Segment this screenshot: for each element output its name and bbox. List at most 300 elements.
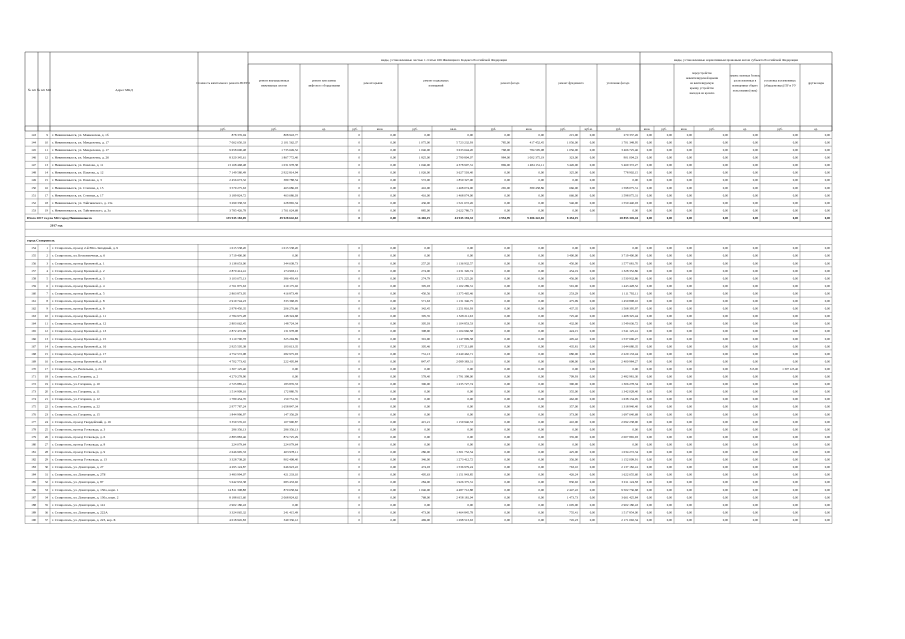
row-total: 4 295 124,87 <box>229 465 246 470</box>
row-roof: 1 159 946,33 <box>456 419 473 424</box>
row-number: 175 <box>31 404 36 409</box>
row-address: г. Ставрополь, проезд Броневой, д. 3 <box>52 276 105 281</box>
header-unit: руб. <box>777 126 783 131</box>
row-facade-area: 410,00 <box>569 419 578 424</box>
row-insul-area: 0,00 <box>646 163 652 168</box>
row-roofre-area: 0,00 <box>686 374 692 379</box>
row-insul-area: 0,00 <box>646 404 652 409</box>
row-windows-area: 0,00 <box>752 359 758 364</box>
row-roofre: 0,00 <box>722 306 728 311</box>
row-roof-area: 257,20 <box>421 261 430 266</box>
row-lift: 0,00 <box>390 404 396 409</box>
row-windows-area: 0,00 <box>752 382 758 387</box>
row-systems: 463 686,03 <box>283 193 298 198</box>
row-basement: 0,00 <box>538 246 544 251</box>
row-number-mo: 37 <box>44 517 48 522</box>
row-foundation-area: 0,00 <box>589 442 595 447</box>
row-lift-units: 0 <box>358 480 360 485</box>
row-windows: 0,00 <box>792 517 798 522</box>
row-windows: 0,00 <box>792 382 798 387</box>
row-basement-area: 0,00 <box>504 314 510 319</box>
row-lift: 0,00 <box>390 472 396 477</box>
row-roof-area: 0,00 <box>424 434 430 439</box>
row-windows: 0,00 <box>792 208 798 213</box>
row-roof-area: 474,03 <box>421 465 430 470</box>
row-lift-units: 0 <box>358 155 360 160</box>
row-windows-area: 0,00 <box>752 510 758 515</box>
row-windows: 0,00 <box>792 299 798 303</box>
header-unit: ед. <box>322 126 326 131</box>
row-systems: 224 079,64 <box>283 442 298 447</box>
row-lift-units: 0 <box>358 434 360 439</box>
row-facade-area: 253,29 <box>569 291 578 296</box>
row-total: 14 811 308,88 <box>227 487 246 492</box>
row-foundation-area: 0,00 <box>589 382 595 387</box>
row-lift-units: 0 <box>358 148 360 152</box>
row-roof: 1 151 943,85 <box>456 472 473 477</box>
row-roof-area: 0,00 <box>424 412 430 417</box>
row-address: г. Ставрополь, проезд Готвальда, д. 3 <box>52 427 106 432</box>
row-number-mo: 17 <box>44 366 48 371</box>
row-roof: 0,00 <box>467 434 473 439</box>
row-number: 183 <box>31 465 36 470</box>
row-total: 1 844 996,97 <box>229 412 246 417</box>
row-foundation-area: 0,00 <box>589 351 595 356</box>
row-windows-area: 0,00 <box>752 208 758 213</box>
row-facade: 1 152 009,91 <box>621 457 638 462</box>
row-address: г. Ставрополь, проезд Броневой, д. 16 <box>52 344 107 349</box>
row-basement: 0,00 <box>538 442 544 447</box>
row-basement-area: 0,00 <box>504 374 510 379</box>
row-basement: 1 484 151,11 <box>527 163 544 168</box>
row-address: г. Ставрополь, проезд Броневой, д. 18 <box>52 359 107 364</box>
row-number-mo: 2 <box>46 253 48 258</box>
row-number-mo: 33 <box>44 487 48 492</box>
row-total: 1 307 125,40 <box>229 366 246 371</box>
row-foundation-area: 0,00 <box>589 163 595 168</box>
row-number: 161 <box>31 299 36 303</box>
row-roof-area: 1 075,00 <box>418 140 430 145</box>
row-address: г. Ставрополь, проезд Гвардейский, д. 16 <box>52 419 111 424</box>
row-windows-area: 0,00 <box>752 419 758 424</box>
row-systems: 870 658,64 <box>283 487 298 492</box>
header-sub-label: невентилируемой крыши <box>685 76 719 80</box>
row-basement: 0,00 <box>538 465 544 470</box>
row-number: 147 <box>31 163 36 168</box>
row-number-mo: 12 <box>44 329 48 334</box>
row-total: 878 376,04 <box>231 132 246 137</box>
row-facade-area: 2 447,22 <box>566 487 578 492</box>
row-foundation-area: 0,00 <box>589 185 595 190</box>
row-address: г. Ставрополь, ул. Бескопнечная, д. 6 <box>52 253 105 258</box>
row-basement: 0,00 <box>538 374 544 379</box>
row-lift: 0,00 <box>390 261 396 266</box>
row-lift: 0,00 <box>390 374 396 379</box>
row-roofre-area: 0,00 <box>686 502 692 507</box>
row-basement: 0,00 <box>538 329 544 334</box>
row-lift-units: 0 <box>358 336 360 341</box>
row-lift-units: 0 <box>358 419 360 424</box>
row-roof: 1 298 513,63 <box>456 517 473 522</box>
row-insul: 0,00 <box>666 321 672 326</box>
row-number: 173 <box>31 389 36 394</box>
row-roofre-area: 0,00 <box>686 178 692 183</box>
row-address: г. Ставрополь, ул. Доваторцев, д. 141 <box>52 502 106 507</box>
header-sub-label: ремонт внутридомовых <box>258 78 290 83</box>
row-lift-units: 0 <box>358 268 360 273</box>
row-number: 153 <box>31 208 36 213</box>
row-lift-units: 0 <box>358 351 360 356</box>
row-windows: 0,00 <box>792 495 798 500</box>
row-basement-area: 0,00 <box>504 261 510 266</box>
row-roof: 0,00 <box>467 366 473 371</box>
row-insul-area: 0,00 <box>646 314 652 319</box>
row-insul: 0,00 <box>666 495 672 500</box>
row-roofre: 0,00 <box>722 163 728 168</box>
row-facade: 1 644 680,35 <box>621 344 638 349</box>
row-basement-area: 0,00 <box>504 389 510 394</box>
row-systems: 0,00 <box>292 374 298 379</box>
row-lift-units: 0 <box>358 132 360 137</box>
row-systems: 228 865,34 <box>283 200 298 205</box>
row-roof-area: 571,63 <box>421 299 430 303</box>
row-insul: 0,00 <box>666 487 672 492</box>
row-foundation-area: 0,00 <box>589 291 595 296</box>
row-facade: 0,00 <box>632 366 638 371</box>
row-other: 0,00 <box>824 457 830 462</box>
row-number-mo: 19 <box>44 382 48 387</box>
row-facade-area: 1 056,00 <box>566 148 578 152</box>
header-unit: куб.м. <box>584 126 593 131</box>
row-systems: 389 788,54 <box>283 178 298 183</box>
row-foundation-area: 0,00 <box>589 510 595 515</box>
row-basement-area: 0,00 <box>504 344 510 349</box>
header-sub-label: утепление фасада <box>606 81 630 85</box>
row-windows-area: 0,00 <box>752 321 758 326</box>
row-windows: 0,00 <box>792 344 798 349</box>
row-foundation-area: 0,00 <box>589 170 595 175</box>
row-facade: 1 342 028,40 <box>621 389 638 394</box>
row-address: г. Невинномысск, ул. Тайгиевского, д. 3а <box>52 208 111 213</box>
row-basement-area: 0,00 <box>504 397 510 402</box>
header-unit: руб. <box>412 126 418 131</box>
row-roofre: 0,00 <box>722 502 728 507</box>
row-insul-area: 0,00 <box>646 480 652 485</box>
row-total: 2 870 414,41 <box>229 268 246 273</box>
header-unit: кв.м. <box>643 126 651 131</box>
row-total: 9 658 600,48 <box>229 148 246 152</box>
row-roofre-area: 0,00 <box>686 487 692 492</box>
row-roofre-area: 0,00 <box>686 185 692 190</box>
row-total: 286 356,13 <box>231 427 246 432</box>
row-number: 144 <box>31 140 36 145</box>
row-basement-area: 0,00 <box>504 193 510 198</box>
row-basement: 0,00 <box>538 336 544 341</box>
row-number-mo: 11 <box>44 148 48 152</box>
row-lift: 0,00 <box>390 412 396 417</box>
row-roofre-area: 0,00 <box>686 261 692 266</box>
row-windows: 0,00 <box>792 397 798 402</box>
row-facade-area: 454,19 <box>569 268 578 273</box>
row-foundation-area: 0,00 <box>589 299 595 303</box>
row-number: 156 <box>31 261 36 266</box>
row-total: 2 978 450,35 <box>229 306 246 311</box>
row-systems: 222 405,84 <box>283 359 298 364</box>
row-systems: 416 873,49 <box>283 291 298 296</box>
row-insul: 0,00 <box>666 419 672 424</box>
row-insul-area: 0,00 <box>646 389 652 394</box>
row-roofre: 0,00 <box>722 465 728 470</box>
row-windows-area: 0,00 <box>752 155 758 160</box>
row-insul-area: 0,00 <box>646 268 652 273</box>
row-total: 2 872 472,99 <box>229 329 246 334</box>
row-other: 0,00 <box>824 283 830 288</box>
row-windows-area: 0,00 <box>752 517 758 522</box>
row-insul: 0,00 <box>666 457 672 462</box>
row-lift: 0,00 <box>390 193 396 198</box>
row-basement: 1 002 375,19 <box>527 155 544 160</box>
row-insul: 0,00 <box>666 510 672 515</box>
row-foundation-area: 0,00 <box>589 140 595 145</box>
row-address: г. Ставрополь, ул. Гагарина, д. 12 <box>52 397 100 402</box>
row-total: 224 079,64 <box>231 442 246 447</box>
row-roof-area: 450,56 <box>421 291 430 296</box>
row-facade: 901 004,23 <box>623 155 638 160</box>
row-facade-area: 0,00 <box>572 246 578 251</box>
row-basement: 0,00 <box>538 404 544 409</box>
row-number: 172 <box>31 382 36 387</box>
row-number: 150 <box>31 185 36 190</box>
row-facade-area: 475,99 <box>569 299 578 303</box>
row-roof-area: 0,00 <box>424 442 430 447</box>
row-roofre: 0,00 <box>722 442 728 447</box>
row-facade: 2 400 984,27 <box>621 359 638 364</box>
row-insul-area: 0,00 <box>646 306 652 311</box>
row-insul-area: 0,00 <box>646 329 652 334</box>
row-address: г. Ставрополь, проезд Броневой, д. 2 <box>52 268 105 273</box>
row-number: 163 <box>31 314 36 319</box>
row-total: 3 328 738,20 <box>229 457 246 462</box>
row-number-mo: 11 <box>44 321 48 326</box>
row-insul: 0,00 <box>666 140 672 145</box>
header-col-address: Адрес МКД <box>115 88 133 92</box>
row-basement: 0,00 <box>538 344 544 349</box>
row-roof-area: 305,46 <box>421 344 430 349</box>
row-basement: 389 458,86 <box>529 185 544 190</box>
row-systems: 0,00 <box>292 253 298 258</box>
row-facade-area: 323,00 <box>569 155 578 160</box>
row-facade-area: 3 426,00 <box>566 163 578 168</box>
row-number-mo: 6 <box>46 283 48 288</box>
row-insul-area: 0,00 <box>646 170 652 175</box>
row-number-mo: 30 <box>44 465 48 470</box>
row-roof-area: 305,03 <box>421 283 430 288</box>
row-roofre-area: 0,00 <box>686 314 692 319</box>
row-windows: 0,00 <box>792 261 798 266</box>
row-basement-area: 0,00 <box>504 246 510 251</box>
total-zero: 0,00 <box>686 215 692 220</box>
row-facade-area: 424,15 <box>569 329 578 334</box>
total-zero: 0,00 <box>792 215 798 220</box>
row-windows-area: 0,00 <box>752 495 758 500</box>
row-foundation-area: 0,00 <box>589 132 595 137</box>
row-insul: 0,00 <box>666 200 672 205</box>
row-basement-area: 0,00 <box>504 132 510 137</box>
row-roof: 1 850 327,00 <box>456 178 473 183</box>
row-roof-area: 284,00 <box>421 480 430 485</box>
row-windows: 0,00 <box>792 434 798 439</box>
row-facade: 5 469 372,27 <box>621 163 638 168</box>
row-insul-area: 0,00 <box>646 502 652 507</box>
row-other: 0,00 <box>824 306 830 311</box>
row-other: 0,00 <box>824 366 830 371</box>
row-basement-area: 0,00 <box>504 442 510 447</box>
row-lift: 0,00 <box>390 510 396 515</box>
row-systems: 148 724,34 <box>283 321 298 326</box>
row-foundation-area: 0,00 <box>589 253 595 258</box>
row-lift-units: 0 <box>358 397 360 402</box>
row-total: 8 188 615,60 <box>229 495 246 500</box>
row-roof: 2 089 383,31 <box>456 359 473 364</box>
row-total: 2 725 885,41 <box>229 382 246 387</box>
row-number: 151 <box>31 193 36 198</box>
row-total: 7 149 580,49 <box>229 170 246 175</box>
row-roofre: 0,00 <box>722 427 728 432</box>
row-facade-area: 357,00 <box>569 404 578 409</box>
row-lift-units: 0 <box>358 457 360 462</box>
header-sub-label: помещениях общего <box>731 83 759 88</box>
row-lift: 0,00 <box>390 170 396 175</box>
row-facade: 1 622 655,60 <box>621 472 638 477</box>
row-insul-area: 0,00 <box>646 366 652 371</box>
row-windows-area: 0,00 <box>752 276 758 281</box>
row-basement-area: 0,00 <box>504 329 510 334</box>
row-roofre-area: 0,00 <box>686 419 692 424</box>
row-lift-units: 0 <box>358 344 360 349</box>
row-insul-area: 0,00 <box>646 382 652 387</box>
row-facade: 1 318 940,40 <box>621 404 638 409</box>
row-total: 3 299 338,33 <box>229 200 246 205</box>
row-insul: 0,00 <box>666 382 672 387</box>
row-lift: 0,00 <box>390 434 396 439</box>
row-foundation-area: 0,00 <box>589 200 595 205</box>
row-facade-area: 456,00 <box>569 276 578 281</box>
row-total: 3 103 675,13 <box>229 276 246 281</box>
row-insul: 0,00 <box>666 283 672 288</box>
row-roofre-area: 0,00 <box>686 472 692 477</box>
row-facade-area: 215,00 <box>569 132 578 137</box>
row-number: 148 <box>31 170 36 175</box>
row-facade-area: 435,81 <box>569 344 578 349</box>
row-lift: 0,00 <box>390 200 396 205</box>
row-facade-area: 755,41 <box>569 510 578 515</box>
row-other: 0,00 <box>824 208 830 213</box>
row-insul: 0,00 <box>666 306 672 311</box>
row-facade: 1 598 075,31 <box>621 185 638 190</box>
row-number-mo: 7 <box>46 291 48 296</box>
total-facade: 28 855 345,44 <box>619 215 638 220</box>
row-systems: 463 686,03 <box>283 185 298 190</box>
row-total: 3 189 824,72 <box>229 193 246 198</box>
row-lift-units: 0 <box>358 329 360 334</box>
row-basement-area: 0,00 <box>504 434 510 439</box>
row-lift-units: 0 <box>358 306 360 311</box>
row-total: 3 110 790,78 <box>229 336 246 341</box>
row-roofre: 0,00 <box>722 329 728 334</box>
row-systems: 2 068 824,62 <box>281 495 298 500</box>
row-basement: 0,00 <box>538 487 544 492</box>
row-foundation-area: 0,00 <box>589 487 595 492</box>
row-lift: 0,00 <box>390 366 396 371</box>
row-roofre: 0,00 <box>722 472 728 477</box>
row-windows: 0,00 <box>792 427 798 432</box>
row-other: 0,00 <box>824 412 830 417</box>
row-windows: 0,00 <box>792 163 798 168</box>
row-roofre: 0,00 <box>722 193 728 198</box>
row-lift: 0,00 <box>390 283 396 288</box>
row-insul-area: 0,00 <box>646 472 652 477</box>
row-roof: 1 926 375,31 <box>456 480 473 485</box>
row-windows-area: 0,00 <box>752 306 758 311</box>
row-roof: 1 536 979,24 <box>456 465 473 470</box>
row-roofre: 0,00 <box>722 291 728 296</box>
row-total: 2 803 662,45 <box>229 321 246 326</box>
row-total: 4 752 572,08 <box>229 351 246 356</box>
row-address: г. Ставрополь, проезд Готвальда, д. 13 <box>52 457 107 462</box>
total-facade-area: 8 454,19 <box>566 215 578 220</box>
row-facade: 1 697 640,68 <box>621 412 638 417</box>
row-insul-area: 0,00 <box>646 495 652 500</box>
row-insul-area: 0,00 <box>646 155 652 160</box>
row-lift: 0,00 <box>390 397 396 402</box>
row-facade-area: 355,00 <box>569 389 578 394</box>
row-foundation-area: 0,00 <box>589 465 595 470</box>
row-systems: 183 876,33 <box>283 382 298 387</box>
row-roof: 2 622 786,73 <box>456 208 473 213</box>
row-total: 3 138 653,00 <box>229 261 246 266</box>
header-col-no-mo: № п/п МО <box>36 88 52 92</box>
row-address: г. Ставрополь, проезд Броневой, д. 13 <box>52 329 107 334</box>
row-basement: 0,00 <box>538 412 544 417</box>
row-lift: 0,00 <box>390 314 396 319</box>
row-other: 0,00 <box>824 359 830 364</box>
row-systems: 403 978,11 <box>283 450 298 454</box>
header-unit: руб. <box>560 126 566 131</box>
row-roofre: 0,00 <box>722 246 728 251</box>
row-insul-area: 0,00 <box>646 336 652 341</box>
row-windows: 0,00 <box>792 487 798 492</box>
row-lift-units: 0 <box>358 472 360 477</box>
row-windows: 0,00 <box>792 465 798 470</box>
row-insul: 0,00 <box>666 268 672 273</box>
row-roofre: 0,00 <box>722 434 728 439</box>
row-windows: 0,00 <box>792 306 798 311</box>
row-basement-area: 869,00 <box>501 163 510 168</box>
row-roofre: 0,00 <box>722 351 728 356</box>
row-total: 3 785 426,78 <box>229 208 246 213</box>
row-basement: 0,00 <box>538 480 544 485</box>
row-windows: 0,00 <box>792 276 798 281</box>
row-facade: 9 502 736,68 <box>621 487 638 492</box>
row-roof: 0,00 <box>467 389 473 394</box>
row-number: 155 <box>31 253 36 258</box>
row-lift-units: 0 <box>358 276 360 281</box>
row-roof-area: 308,90 <box>421 329 430 334</box>
row-windows: 0,00 <box>792 472 798 477</box>
row-foundation-area: 0,00 <box>589 472 595 477</box>
row-systems: 107 990,87 <box>283 419 298 424</box>
row-facade: 0,00 <box>632 427 638 432</box>
